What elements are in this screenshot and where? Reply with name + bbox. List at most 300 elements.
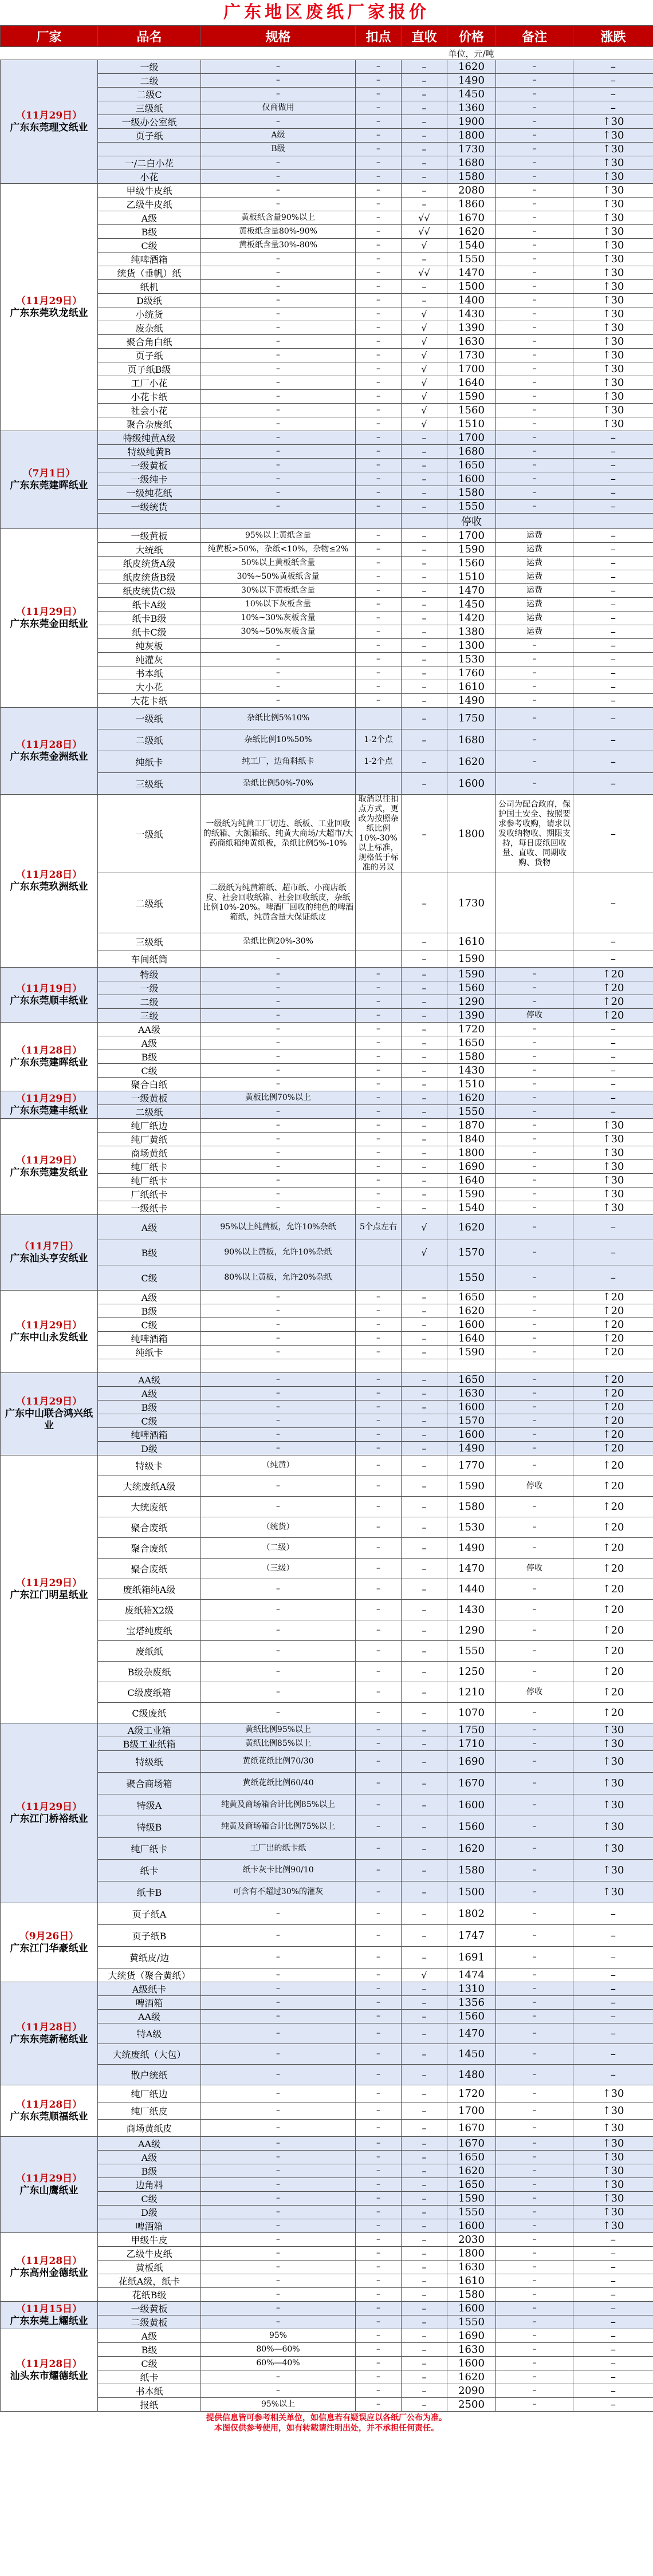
grade-cell: 特级纯黄A级	[98, 431, 201, 445]
note-cell: –	[496, 1662, 573, 1682]
direct-cell: √	[402, 1240, 447, 1265]
spec-cell: –	[201, 2274, 356, 2288]
spec-cell: –	[201, 1662, 356, 1682]
factory-date: （11月28日）	[15, 2358, 82, 2370]
direct-cell: –	[402, 253, 447, 266]
grade-cell: 统货（垂帆）纸	[98, 266, 201, 280]
change-cell: –	[573, 653, 653, 666]
direct-cell: –	[402, 557, 447, 570]
note-cell: –	[496, 1751, 573, 1773]
deduction-cell: –	[356, 2398, 402, 2412]
grade-cell: D级纸	[98, 294, 201, 307]
table-row	[1, 1240, 653, 1265]
price-cell: 1620	[447, 2164, 496, 2178]
grade-cell: A级	[98, 211, 201, 225]
note-cell: –	[496, 1133, 573, 1146]
deduction-cell: –	[356, 1641, 402, 1662]
factory-date: （11月15日）	[15, 2303, 82, 2315]
grade-cell: 纸卡C级	[98, 625, 201, 639]
price-cell: 1400	[447, 294, 496, 307]
spec-cell: 黄纸比例85%以上	[201, 1737, 356, 1751]
price-cell: 1210	[447, 1682, 496, 1703]
change-cell: ↑20	[573, 1641, 653, 1662]
spec-cell: –	[201, 445, 356, 459]
factory-date: （11月28日）	[15, 2098, 82, 2110]
direct-cell: –	[402, 500, 447, 514]
spec-cell: –	[201, 2370, 356, 2384]
change-cell: –	[573, 557, 653, 570]
deduction-cell: –	[356, 2247, 402, 2261]
note-cell: –	[496, 1969, 573, 1982]
direct-cell: –	[402, 529, 447, 543]
direct-cell: –	[402, 2120, 447, 2137]
price-cell: 1580	[447, 1860, 496, 1881]
note-cell: 运费	[496, 543, 573, 557]
price-cell: 1290	[447, 995, 496, 1009]
factory-cell	[1, 2329, 98, 2412]
grade-cell: A级	[98, 1387, 201, 1401]
direct-cell: –	[402, 612, 447, 625]
table-row	[1, 1442, 653, 1455]
deduction-cell: –	[356, 1737, 402, 1751]
note-cell: –	[496, 129, 573, 143]
change-cell: ↑30	[573, 1146, 653, 1160]
note-cell: –	[496, 486, 573, 500]
grade-cell: 废杂纸	[98, 321, 201, 335]
spec-cell: –	[201, 1009, 356, 1023]
note-cell: –	[496, 280, 573, 294]
direct-cell: –	[402, 1428, 447, 1442]
spec-cell: –	[201, 1318, 356, 1332]
grade-cell: A级工业箱	[98, 1723, 201, 1737]
grade-cell: 啤酒箱	[98, 1996, 201, 2010]
table-row	[1, 1579, 653, 1600]
table-row	[1, 933, 653, 950]
deduction-cell: –	[356, 1160, 402, 1174]
deduction-cell: –	[356, 2274, 402, 2288]
factory-cell	[1, 1903, 98, 1982]
factory-date: （11月28日）	[15, 2255, 82, 2267]
change-cell: –	[573, 472, 653, 486]
spec-cell: –	[201, 1641, 356, 1662]
spec-cell: 纸卡灰卡比例90/10	[201, 1860, 356, 1881]
note-cell: –	[496, 1050, 573, 1064]
table-row	[1, 1982, 653, 1996]
grade-cell: 页子纸	[98, 349, 201, 362]
direct-cell: –	[402, 472, 447, 486]
note-cell: –	[496, 1881, 573, 1903]
table-row	[1, 1773, 653, 1794]
deduction-cell: –	[356, 349, 402, 362]
table-row	[1, 280, 653, 294]
table-body	[1, 60, 653, 2412]
note-cell	[496, 950, 573, 968]
direct-cell: –	[402, 1146, 447, 1160]
note-cell: –	[496, 2085, 573, 2102]
direct-cell: –	[402, 198, 447, 211]
spec-cell: –	[201, 115, 356, 129]
table-row	[1, 184, 653, 198]
note-cell: –	[496, 404, 573, 417]
note-cell: –	[496, 729, 573, 751]
change-cell: –	[573, 2023, 653, 2044]
direct-cell: –	[402, 2357, 447, 2370]
change-cell: ↑30	[573, 390, 653, 404]
change-cell: ↑20	[573, 1455, 653, 1476]
direct-cell: √√	[402, 266, 447, 280]
price-cell: 1590	[447, 1346, 496, 1359]
grade-cell: B级	[98, 1050, 201, 1064]
deduction-cell: –	[356, 1201, 402, 1215]
spec-cell: –	[201, 639, 356, 653]
change-cell: –	[573, 773, 653, 795]
factory-date: （11月28日）	[15, 2021, 82, 2033]
factory-name: 广东中山永发纸业	[10, 1331, 88, 1343]
grade-cell: 废纸箱纯A级	[98, 1579, 201, 1600]
change-cell: ↑20	[573, 1579, 653, 1600]
direct-cell: –	[402, 1982, 447, 1996]
deduction-cell: –	[356, 266, 402, 280]
deduction-cell: –	[356, 321, 402, 335]
direct-cell: –	[402, 280, 447, 294]
direct-cell: –	[402, 1860, 447, 1881]
spec-cell: –	[201, 1497, 356, 1517]
price-cell: 1750	[447, 1723, 496, 1737]
deduction-cell: 取消以往扣点方式，更改为按照杂纸比例10%-30%以上标准，规格低于标准的另议	[356, 795, 402, 873]
deduction-cell: –	[356, 1969, 402, 1982]
spec-cell: –	[201, 2315, 356, 2329]
spec-cell: –	[201, 1969, 356, 1982]
change-cell: ↑30	[573, 143, 653, 156]
change-cell: ↑30	[573, 225, 653, 239]
table-row	[1, 1497, 653, 1517]
price-cell: 1580	[447, 1050, 496, 1064]
table-row	[1, 1476, 653, 1497]
note-cell: –	[496, 1723, 573, 1737]
spec-cell: –	[201, 170, 356, 184]
grade-cell: 特A级	[98, 2023, 201, 2044]
deduction-cell: –	[356, 335, 402, 349]
price-cell: 1550	[447, 500, 496, 514]
spec-cell: –	[201, 349, 356, 362]
note-cell: –	[496, 653, 573, 666]
grade-cell: 啤酒箱	[98, 2219, 201, 2233]
grade-cell: B级	[98, 1304, 201, 1318]
note-cell: –	[496, 1091, 573, 1105]
change-cell: ↑30	[573, 1881, 653, 1903]
price-cell: 2500	[447, 2398, 496, 2412]
spec-cell: 95%	[201, 2329, 356, 2343]
price-cell: 1580	[447, 2288, 496, 2302]
note-cell: –	[496, 2329, 573, 2343]
note-cell: –	[496, 2274, 573, 2288]
note-cell: –	[496, 1304, 573, 1318]
grade-cell: 甲级牛皮纸	[98, 184, 201, 198]
direct-cell: –	[402, 2302, 447, 2315]
deduction-cell: –	[356, 307, 402, 321]
change-cell: ↑30	[573, 2085, 653, 2102]
table-row	[1, 1620, 653, 1641]
spec-cell: （统货）	[201, 1517, 356, 1538]
price-cell: 1650	[447, 2151, 496, 2164]
price-cell: 1590	[447, 390, 496, 404]
table-row	[1, 1703, 653, 1723]
grade-cell: 黄纸皮/边	[98, 1947, 201, 1969]
price-cell: 1720	[447, 1023, 496, 1036]
deduction-cell: –	[356, 1476, 402, 1497]
price-cell: 1530	[447, 653, 496, 666]
direct-cell: –	[402, 751, 447, 773]
change-cell: ↑30	[573, 1188, 653, 1201]
price-cell: 1560	[447, 2010, 496, 2023]
note-cell: –	[496, 266, 573, 280]
table-row	[1, 1737, 653, 1751]
direct-cell: –	[402, 1620, 447, 1641]
table-row	[1, 1133, 653, 1146]
deduction-cell: –	[356, 1442, 402, 1455]
direct-cell: –	[402, 1050, 447, 1064]
direct-cell: –	[402, 773, 447, 795]
note-cell: –	[496, 1996, 573, 2010]
direct-cell: –	[402, 653, 447, 666]
deduction-cell: –	[356, 225, 402, 239]
note-cell: –	[496, 1387, 573, 1401]
price-cell: 1700	[447, 529, 496, 543]
table-row	[1, 2357, 653, 2370]
note-cell: –	[496, 2044, 573, 2065]
deduction-cell: –	[356, 1996, 402, 2010]
table-row	[1, 1414, 653, 1428]
change-cell: –	[573, 2044, 653, 2065]
deduction-cell	[356, 708, 402, 729]
grade-cell: A级	[98, 1036, 201, 1050]
deduction-cell: –	[356, 1703, 402, 1723]
deduction-cell: –	[356, 981, 402, 995]
direct-cell: –	[402, 156, 447, 170]
spec-cell: 杂纸比例50%-70%	[201, 773, 356, 795]
note-cell: –	[496, 2370, 573, 2384]
note-cell: –	[496, 1925, 573, 1947]
grade-cell: 页子纸A	[98, 1903, 201, 1925]
direct-cell: –	[402, 2164, 447, 2178]
note-cell: –	[496, 101, 573, 115]
deduction-cell: –	[356, 1559, 402, 1579]
grade-cell: 二级纸	[98, 873, 201, 933]
grade-cell: 三级纸	[98, 933, 201, 950]
price-table	[0, 25, 653, 2412]
deduction-cell: –	[356, 1794, 402, 1816]
change-cell: ↑30	[573, 1794, 653, 1816]
direct-cell: √	[402, 239, 447, 253]
direct-cell: –	[402, 2370, 447, 2384]
grade-cell: 一级纸	[98, 708, 201, 729]
table-row	[1, 1925, 653, 1947]
direct-cell: –	[402, 543, 447, 557]
change-cell: –	[573, 751, 653, 773]
change-cell: ↑30	[573, 294, 653, 307]
note-cell: –	[496, 1174, 573, 1188]
direct-cell: –	[402, 1064, 447, 1078]
price-cell: 1560	[447, 1816, 496, 1838]
price-cell: 1470	[447, 266, 496, 280]
price-cell: 1710	[447, 1737, 496, 1751]
deduction-cell: –	[356, 280, 402, 294]
table-row	[1, 2398, 653, 2412]
spec-cell: –	[201, 1023, 356, 1036]
deduction-cell: –	[356, 557, 402, 570]
spec-cell: –	[201, 1373, 356, 1387]
direct-cell: √	[402, 376, 447, 390]
change-cell: ↑20	[573, 1387, 653, 1401]
direct-cell: –	[402, 2274, 447, 2288]
deduction-cell: –	[356, 156, 402, 170]
note-cell: –	[496, 2315, 573, 2329]
grade-cell: 特级卡	[98, 1455, 201, 1476]
price-cell: 1730	[447, 143, 496, 156]
spec-cell: A级	[201, 129, 356, 143]
table-row	[1, 1174, 653, 1188]
spec-cell: –	[201, 680, 356, 694]
deduction-cell: –	[356, 1838, 402, 1860]
deduction-cell: –	[356, 1773, 402, 1794]
page-title: 广东地区废纸厂家报价	[0, 0, 653, 25]
deduction-cell: –	[356, 625, 402, 639]
note-cell: –	[496, 1105, 573, 1119]
grade-cell: 乙级牛皮纸	[98, 2247, 201, 2261]
table-row	[1, 2233, 653, 2247]
spec-cell: –	[201, 88, 356, 101]
factory-date: （11月29日）	[15, 295, 82, 307]
deduction-cell: –	[356, 362, 402, 376]
deduction-cell: 1-2个点	[356, 729, 402, 751]
grade-cell: 花纸B级	[98, 2288, 201, 2302]
change-cell: ↑30	[573, 239, 653, 253]
note-cell: –	[496, 2065, 573, 2085]
factory-date: （11月29日）	[15, 1801, 82, 1813]
change-cell: ↑30	[573, 115, 653, 129]
price-cell: 1550	[447, 253, 496, 266]
grade-cell: 小花	[98, 170, 201, 184]
change-cell: –	[573, 2065, 653, 2085]
grade-cell: 一级黄板	[98, 459, 201, 472]
grade-cell: C级废纸箱	[98, 1682, 201, 1703]
change-cell: –	[573, 2010, 653, 2023]
price-cell: 1600	[447, 2302, 496, 2315]
direct-cell: –	[402, 1579, 447, 1600]
factory-cell	[1, 1023, 98, 1091]
change-cell: –	[573, 60, 653, 74]
table-row	[1, 2137, 653, 2151]
price-cell: 1590	[447, 968, 496, 981]
table-row	[1, 472, 653, 486]
table-row	[1, 1291, 653, 1304]
spec-cell: –	[201, 1146, 356, 1160]
spec-cell: –	[201, 1476, 356, 1497]
table-row	[1, 1662, 653, 1682]
factory-date: （11月7日）	[19, 1240, 79, 1252]
deduction-cell: –	[356, 2023, 402, 2044]
table-row	[1, 2274, 653, 2288]
deduction-cell: 1-2个点	[356, 751, 402, 773]
change-cell: ↑30	[573, 2102, 653, 2120]
note-cell: –	[496, 666, 573, 680]
note-cell: –	[496, 2384, 573, 2398]
spec-cell: –	[201, 307, 356, 321]
direct-cell: –	[402, 1947, 447, 1969]
note-cell: –	[496, 2192, 573, 2206]
price-cell: 1770	[447, 1455, 496, 1476]
deduction-cell: –	[356, 431, 402, 445]
factory-cell	[1, 2302, 98, 2329]
change-cell: –	[573, 625, 653, 639]
price-cell: 1540	[447, 239, 496, 253]
table-row	[1, 1816, 653, 1838]
note-cell: –	[496, 968, 573, 981]
grade-cell: 纸卡B级	[98, 612, 201, 625]
grade-cell: 工厂小花	[98, 376, 201, 390]
spec-cell: 一级纸为纯黄工厂切边、纸板、工业回收的纸箱、大额箱纸、纯黄大商场/大超市/大药商纸箱纯黄纸板，杂纸比例5%-10%	[201, 795, 356, 873]
change-cell: ↑30	[573, 307, 653, 321]
direct-cell: –	[402, 1036, 447, 1050]
header-grade: 品名	[98, 26, 201, 47]
factory-cell	[1, 1455, 98, 1723]
spec-cell: 纯黄及商场箱合计比例75%以上	[201, 1816, 356, 1838]
change-cell: –	[573, 2274, 653, 2288]
grade-cell: 报纸	[98, 2398, 201, 2412]
direct-cell: –	[402, 60, 447, 74]
change-cell: ↑20	[573, 1559, 653, 1579]
deduction-cell: –	[356, 2178, 402, 2192]
change-cell: ↑30	[573, 376, 653, 390]
table-row	[1, 2384, 653, 2398]
grade-cell: 页子纸B	[98, 1925, 201, 1947]
change-cell: ↑30	[573, 1751, 653, 1773]
price-cell: 1870	[447, 1119, 496, 1133]
deduction-cell: –	[356, 1332, 402, 1346]
price-cell: 1650	[447, 2178, 496, 2192]
table-row	[1, 404, 653, 417]
spec-cell	[201, 514, 356, 529]
direct-cell: –	[402, 1517, 447, 1538]
direct-cell: –	[402, 115, 447, 129]
direct-cell: –	[402, 2329, 447, 2343]
factory-name: 广东东莞上耀纸业	[10, 2315, 88, 2327]
direct-cell: –	[402, 1703, 447, 1723]
unit-label: 单位，元/吨	[447, 47, 653, 60]
note-cell: –	[496, 1064, 573, 1078]
spec-cell: –	[201, 2044, 356, 2065]
factory-cell	[1, 1091, 98, 1119]
price-cell: 1650	[447, 1291, 496, 1304]
deduction-cell: –	[356, 995, 402, 1009]
deduction-cell: –	[356, 653, 402, 666]
factory-name: 广东东莞建晖纸业	[10, 480, 88, 491]
grade-cell: 一级	[98, 60, 201, 74]
grade-cell: C级	[98, 1414, 201, 1428]
change-cell: ↑30	[573, 2192, 653, 2206]
table-row	[1, 625, 653, 639]
note-cell: –	[496, 253, 573, 266]
note-cell: –	[496, 2137, 573, 2151]
grade-cell: 商场黄纸	[98, 1146, 201, 1160]
spec-cell: –	[201, 1064, 356, 1078]
direct-cell: –	[402, 598, 447, 612]
direct-cell: –	[402, 1996, 447, 2010]
direct-cell: –	[402, 1903, 447, 1925]
spec-cell: –	[201, 253, 356, 266]
direct-cell: –	[402, 2151, 447, 2164]
grade-cell: 纯纸卡	[98, 751, 201, 773]
